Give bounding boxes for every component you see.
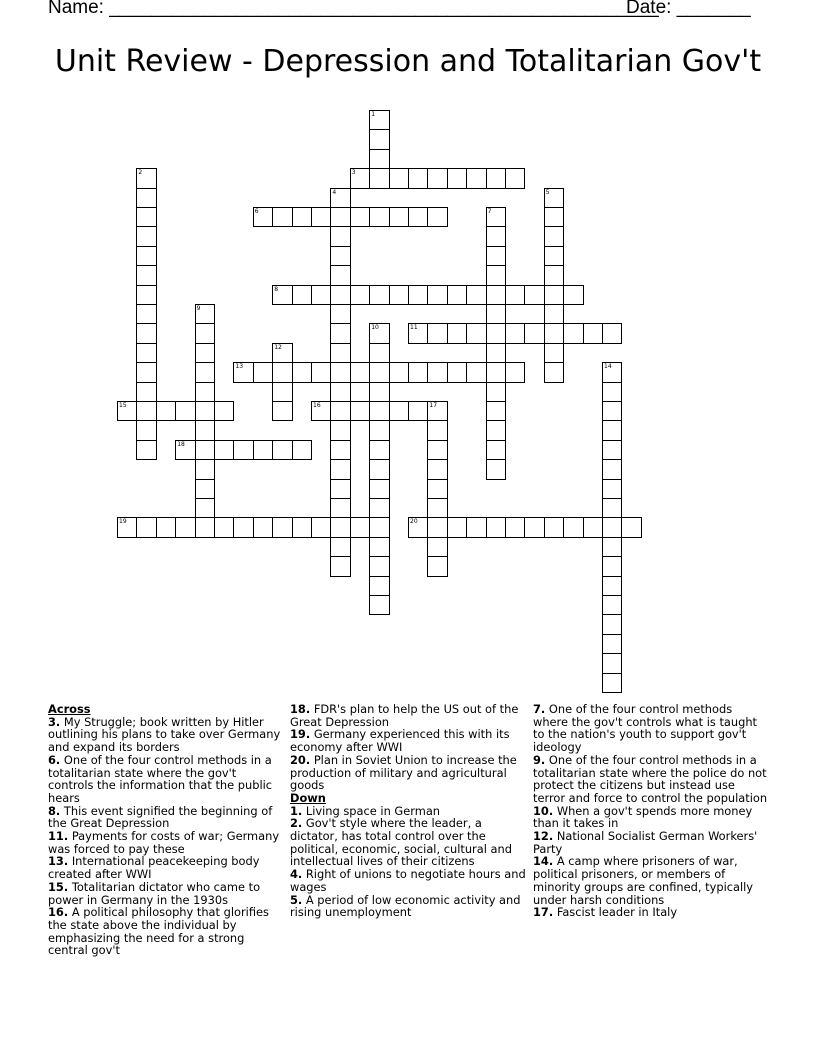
cell-number: 19 bbox=[119, 518, 127, 526]
crossword-cell[interactable] bbox=[583, 517, 603, 537]
crossword-cell[interactable] bbox=[544, 285, 564, 305]
crossword-cell[interactable] bbox=[369, 362, 389, 382]
cell-number: 5 bbox=[545, 188, 550, 196]
crossword-cell[interactable] bbox=[524, 517, 544, 537]
crossword-cell[interactable] bbox=[195, 362, 215, 382]
crossword-cell[interactable] bbox=[272, 285, 292, 305]
crossword-cell[interactable] bbox=[330, 246, 350, 266]
crossword-cell[interactable] bbox=[195, 517, 215, 537]
across-clue bbox=[48, 881, 284, 906]
clue-text: One of the four control methods in a totalitarian state where the police do not protect the citizens but instead use terror and force to control the population bbox=[533, 752, 768, 805]
crossword-cell[interactable] bbox=[369, 498, 389, 518]
clue-text: One of the four control methods where the gov't controls what is taught to the nation's youth to support gov't ideology bbox=[533, 702, 758, 755]
clue-text: Fascist leader in Italy bbox=[556, 905, 678, 920]
crossword-cell[interactable] bbox=[427, 537, 447, 557]
clue-number: 12. bbox=[533, 829, 554, 844]
clue-text: Right of unions to negotiate hours and wages bbox=[290, 867, 526, 894]
crossword-cell[interactable] bbox=[156, 401, 176, 421]
crossword-cell[interactable] bbox=[369, 168, 389, 188]
crossword-cell[interactable] bbox=[369, 285, 389, 305]
crossword-cell[interactable] bbox=[175, 517, 195, 537]
crossword-cell[interactable] bbox=[175, 401, 195, 421]
crossword-cell[interactable] bbox=[156, 517, 176, 537]
clues-column-1 bbox=[48, 703, 284, 957]
crossword-cell[interactable] bbox=[408, 401, 428, 421]
crossword-cell[interactable] bbox=[136, 382, 156, 402]
crossword-cell[interactable] bbox=[486, 207, 506, 227]
crossword-cell[interactable] bbox=[563, 285, 583, 305]
crossword-cell[interactable] bbox=[330, 188, 350, 208]
crossword-cell[interactable] bbox=[427, 362, 447, 382]
crossword-cell[interactable] bbox=[602, 556, 622, 576]
crossword-cell[interactable] bbox=[272, 401, 292, 421]
crossword-cell[interactable] bbox=[544, 517, 564, 537]
down-clue bbox=[533, 830, 769, 855]
crossword-cell[interactable] bbox=[195, 401, 215, 421]
crossword-cell[interactable] bbox=[486, 382, 506, 402]
cell-number: 13 bbox=[235, 363, 244, 371]
clue-number: 6. bbox=[48, 752, 61, 767]
crossword-cell[interactable] bbox=[524, 285, 544, 305]
crossword-cell[interactable] bbox=[350, 168, 370, 188]
crossword-cell[interactable] bbox=[195, 323, 215, 343]
cell-number: 15 bbox=[119, 402, 127, 409]
cell-number: 16 bbox=[313, 402, 321, 409]
clue-number: 1. bbox=[290, 803, 303, 818]
crossword-cell[interactable] bbox=[272, 440, 292, 460]
across-clue bbox=[48, 805, 284, 830]
down-clue bbox=[533, 805, 769, 830]
crossword-cell[interactable] bbox=[117, 401, 137, 421]
clue-number: 7. bbox=[533, 702, 546, 716]
crossword-cell[interactable] bbox=[486, 265, 506, 285]
crossword-cell[interactable] bbox=[272, 517, 292, 537]
crossword-cell[interactable] bbox=[621, 517, 641, 537]
crossword-cell[interactable] bbox=[369, 401, 389, 421]
crossword-cell[interactable] bbox=[330, 304, 350, 324]
crossword-cell[interactable] bbox=[369, 576, 389, 596]
crossword-cell[interactable] bbox=[330, 479, 350, 499]
crossword-cell[interactable] bbox=[330, 517, 350, 537]
crossword-cell[interactable] bbox=[195, 382, 215, 402]
across-clue bbox=[290, 728, 526, 753]
crossword-cell[interactable] bbox=[466, 285, 486, 305]
crossword-cell[interactable] bbox=[389, 207, 409, 227]
crossword-cell[interactable] bbox=[505, 323, 525, 343]
crossword-cell[interactable] bbox=[350, 401, 370, 421]
cell-number: 11 bbox=[410, 324, 418, 332]
clue-number: 20. bbox=[290, 752, 311, 767]
cell-number: 2 bbox=[138, 169, 143, 177]
crossword-cell[interactable] bbox=[136, 440, 156, 460]
crossword-cell[interactable] bbox=[330, 207, 350, 227]
crossword-cell[interactable] bbox=[195, 420, 215, 440]
crossword-cell[interactable] bbox=[447, 362, 467, 382]
crossword-cell[interactable] bbox=[136, 207, 156, 227]
crossword-cell[interactable] bbox=[389, 401, 409, 421]
crossword-cell[interactable] bbox=[195, 440, 215, 460]
crossword-cell[interactable] bbox=[136, 304, 156, 324]
crossword-cell[interactable] bbox=[117, 517, 137, 537]
crossword-cell[interactable] bbox=[466, 323, 486, 343]
crossword-cell[interactable] bbox=[330, 265, 350, 285]
crossword-cell[interactable] bbox=[350, 285, 370, 305]
down-clue bbox=[290, 894, 526, 919]
crossword-cell[interactable] bbox=[195, 343, 215, 363]
clue-text: National Socialist German Workers' Party bbox=[533, 829, 758, 856]
clue-number: 5. bbox=[290, 892, 303, 907]
crossword-cell[interactable] bbox=[136, 362, 156, 382]
crossword-cell[interactable] bbox=[253, 440, 273, 460]
cell-number: 6 bbox=[254, 208, 259, 215]
clue-number: 19. bbox=[290, 727, 311, 742]
clue-number: 4. bbox=[290, 867, 303, 882]
crossword-cell[interactable] bbox=[195, 459, 215, 479]
clue-number: 15. bbox=[48, 879, 69, 894]
crossword-cell[interactable] bbox=[427, 207, 447, 227]
crossword-cell[interactable] bbox=[602, 653, 622, 673]
crossword-cell[interactable] bbox=[136, 246, 156, 266]
clue-text: My Struggle; book written by Hitler outlining his plans to take over Germany and expand its borders bbox=[48, 714, 281, 755]
crossword-cell[interactable] bbox=[602, 673, 622, 693]
crossword-cell[interactable] bbox=[486, 343, 506, 363]
across-clue bbox=[290, 703, 526, 728]
down-clue bbox=[533, 754, 769, 805]
cell-number: 10 bbox=[371, 324, 379, 332]
clue-text: One of the four control methods in a totalitarian state where the gov't controls the information that the public hears bbox=[48, 752, 273, 805]
crossword-cell[interactable] bbox=[602, 595, 622, 615]
down-clue bbox=[290, 868, 526, 893]
crossword-cell[interactable] bbox=[292, 207, 312, 227]
down-clue bbox=[533, 855, 769, 906]
crossword-cell[interactable] bbox=[505, 168, 525, 188]
crossword-cell[interactable] bbox=[195, 304, 215, 324]
clue-text: When a gov't spends more money than it takes in bbox=[533, 803, 753, 831]
clue-number: 2. bbox=[290, 816, 303, 831]
crossword-cell[interactable] bbox=[369, 382, 389, 402]
crossword-cell[interactable] bbox=[602, 614, 622, 634]
down-clue bbox=[533, 703, 769, 754]
crossword-cell[interactable] bbox=[369, 323, 389, 343]
clue-text: A period of low economic activity and rising unemployment bbox=[290, 892, 521, 920]
crossword-cell[interactable] bbox=[369, 537, 389, 557]
crossword-cell[interactable] bbox=[369, 440, 389, 460]
crossword-cell[interactable] bbox=[427, 517, 447, 537]
cell-number: 7 bbox=[487, 208, 492, 215]
crossword-cell[interactable] bbox=[292, 362, 312, 382]
cell-number: 12 bbox=[274, 343, 282, 351]
crossword-cell[interactable] bbox=[389, 362, 409, 382]
cell-number: 1 bbox=[371, 111, 376, 118]
crossword-cell[interactable] bbox=[408, 323, 428, 343]
crossword-cell[interactable] bbox=[563, 323, 583, 343]
cell-number: 4 bbox=[332, 188, 337, 196]
crossword-cell[interactable] bbox=[369, 207, 389, 227]
crossword-cell[interactable] bbox=[272, 382, 292, 402]
crossword-cell[interactable] bbox=[602, 479, 622, 499]
clue-number: 10. bbox=[533, 803, 554, 818]
crossword-cell[interactable] bbox=[408, 207, 428, 227]
clue-text: Totalitarian dictator who came to power in Germany in the 1930s bbox=[48, 879, 261, 907]
crossword-cell[interactable] bbox=[544, 343, 564, 363]
crossword-cell[interactable] bbox=[486, 362, 506, 382]
crossword-cell[interactable] bbox=[330, 362, 350, 382]
crossword-cell[interactable] bbox=[466, 168, 486, 188]
crossword-cell[interactable] bbox=[427, 556, 447, 576]
crossword-cell[interactable] bbox=[214, 517, 234, 537]
crossword-cell[interactable] bbox=[233, 362, 253, 382]
crossword-cell[interactable] bbox=[136, 401, 156, 421]
crossword-cell[interactable] bbox=[408, 362, 428, 382]
across-heading: Across bbox=[48, 702, 91, 716]
clue-text: Payments for costs of war; Germany was forced to pay these bbox=[48, 829, 280, 856]
across-clue bbox=[48, 754, 284, 805]
crossword-cell[interactable] bbox=[369, 149, 389, 169]
crossword-cell[interactable] bbox=[369, 556, 389, 576]
clue-number: 9. bbox=[533, 752, 546, 767]
crossword-cell[interactable] bbox=[330, 556, 350, 576]
crossword-cell[interactable] bbox=[136, 517, 156, 537]
crossword-cell[interactable] bbox=[136, 226, 156, 246]
crossword-cell[interactable] bbox=[369, 129, 389, 149]
date-field-label: Date: _______ bbox=[626, 0, 751, 18]
across-clue bbox=[48, 830, 284, 855]
crossword-cell[interactable] bbox=[136, 188, 156, 208]
crossword-cell[interactable] bbox=[447, 168, 467, 188]
crossword-cell[interactable] bbox=[427, 285, 447, 305]
crossword-cell[interactable] bbox=[369, 517, 389, 537]
crossword-cell[interactable] bbox=[486, 420, 506, 440]
crossword-cell[interactable] bbox=[427, 168, 447, 188]
crossword-cell[interactable] bbox=[544, 226, 564, 246]
crossword-cell[interactable] bbox=[350, 362, 370, 382]
clue-text: Germany experienced this with its economy after WWI bbox=[290, 727, 510, 755]
crossword-cell[interactable] bbox=[311, 401, 331, 421]
cell-number: 14 bbox=[604, 363, 612, 371]
crossword-cell[interactable] bbox=[544, 304, 564, 324]
clue-number: 11. bbox=[48, 829, 69, 844]
crossword-cell[interactable] bbox=[427, 459, 447, 479]
crossword-cell[interactable] bbox=[233, 440, 253, 460]
crossword-cell[interactable] bbox=[427, 479, 447, 499]
crossword-cell[interactable] bbox=[311, 285, 331, 305]
crossword-cell[interactable] bbox=[486, 304, 506, 324]
crossword-cell[interactable] bbox=[486, 401, 506, 421]
crossword-cell[interactable] bbox=[136, 285, 156, 305]
clue-text: International peacekeeping body created after WWI bbox=[48, 854, 260, 882]
clue-number: 13. bbox=[48, 854, 69, 869]
crossword-cell[interactable] bbox=[369, 343, 389, 363]
crossword-cell[interactable] bbox=[214, 440, 234, 460]
crossword-cell[interactable] bbox=[486, 285, 506, 305]
crossword-cell[interactable] bbox=[369, 420, 389, 440]
crossword-cell[interactable] bbox=[292, 440, 312, 460]
crossword-cell[interactable] bbox=[427, 420, 447, 440]
clue-number: 18. bbox=[290, 702, 311, 716]
crossword-cell[interactable] bbox=[330, 323, 350, 343]
crossword-cell[interactable] bbox=[602, 362, 622, 382]
crossword-cell[interactable] bbox=[602, 576, 622, 596]
clue-text: Gov't style where the leader, a dictator, has total control over the political, economic, social, cultural and intellectual lives of their citizens bbox=[290, 816, 512, 869]
crossword-cell[interactable] bbox=[544, 188, 564, 208]
down-clue bbox=[290, 817, 526, 868]
crossword-cell[interactable] bbox=[486, 440, 506, 460]
crossword-cell[interactable] bbox=[486, 246, 506, 266]
crossword-cell[interactable] bbox=[330, 537, 350, 557]
cell-number: 8 bbox=[274, 285, 279, 293]
crossword-cell[interactable] bbox=[583, 323, 603, 343]
crossword-cell[interactable] bbox=[369, 595, 389, 615]
crossword-cell[interactable] bbox=[602, 420, 622, 440]
crossword-cell[interactable] bbox=[602, 401, 622, 421]
crossword-cell[interactable] bbox=[330, 459, 350, 479]
crossword-cell[interactable] bbox=[369, 479, 389, 499]
crossword-cell[interactable] bbox=[563, 517, 583, 537]
crossword-cell[interactable] bbox=[486, 168, 506, 188]
crossword-cell[interactable] bbox=[505, 517, 525, 537]
crossword-cell[interactable] bbox=[602, 382, 622, 402]
crossword-cell[interactable] bbox=[330, 498, 350, 518]
cell-number: 17 bbox=[429, 402, 438, 409]
crossword-cell[interactable] bbox=[486, 323, 506, 343]
page-title: Unit Review - Depression and Totalitarian Gov't bbox=[54, 44, 762, 79]
crossword-cell[interactable] bbox=[466, 517, 486, 537]
clue-text: Living space in German bbox=[305, 803, 441, 818]
cell-number: 9 bbox=[196, 305, 201, 312]
crossword-cell[interactable] bbox=[214, 401, 234, 421]
crossword-cell[interactable] bbox=[330, 440, 350, 460]
across-clue bbox=[48, 906, 284, 957]
crossword-cell[interactable] bbox=[447, 323, 467, 343]
down-clue bbox=[533, 906, 769, 919]
crossword-cell[interactable] bbox=[175, 440, 195, 460]
clue-number: 17. bbox=[533, 905, 554, 920]
crossword-cell[interactable] bbox=[544, 323, 564, 343]
crossword-cell[interactable] bbox=[447, 285, 467, 305]
across-clue bbox=[290, 754, 526, 792]
crossword-cell[interactable] bbox=[602, 634, 622, 654]
clue-number: 8. bbox=[48, 803, 61, 818]
crossword-cell[interactable] bbox=[602, 498, 622, 518]
crossword-cell[interactable] bbox=[466, 362, 486, 382]
crossword-cell[interactable] bbox=[253, 207, 273, 227]
cell-number: 18 bbox=[177, 440, 185, 448]
crossword-cell[interactable] bbox=[602, 323, 622, 343]
clues-column-2 bbox=[290, 703, 526, 919]
clue-text: A camp where prisoners of war, political prisoners, or members of minority groups are confined, typically under harsh conditions bbox=[533, 854, 754, 907]
across-clue bbox=[48, 716, 284, 754]
crossword-cell[interactable] bbox=[544, 207, 564, 227]
crossword-cell[interactable] bbox=[486, 517, 506, 537]
crossword-cell[interactable] bbox=[486, 226, 506, 246]
cell-number: 20 bbox=[410, 518, 418, 526]
crossword-cell[interactable] bbox=[350, 207, 370, 227]
crossword-cell[interactable] bbox=[389, 168, 409, 188]
crossword-cell[interactable] bbox=[330, 382, 350, 402]
crossword-cell[interactable] bbox=[272, 343, 292, 363]
crossword-cell[interactable] bbox=[272, 207, 292, 227]
crossword-cell[interactable] bbox=[195, 498, 215, 518]
crossword-cell[interactable] bbox=[369, 459, 389, 479]
crossword-cell[interactable] bbox=[136, 168, 156, 188]
crossword-cell[interactable] bbox=[330, 226, 350, 246]
crossword-cell[interactable] bbox=[447, 517, 467, 537]
clue-number: 16. bbox=[48, 905, 69, 920]
crossword-cell[interactable] bbox=[524, 323, 544, 343]
crossword-cell[interactable] bbox=[136, 343, 156, 363]
clue-text: Plan in Soviet Union to increase the production of military and agricultural goods bbox=[290, 752, 517, 793]
crossword-cell[interactable] bbox=[330, 343, 350, 363]
clue-number: 14. bbox=[533, 854, 554, 869]
crossword-cell[interactable] bbox=[544, 265, 564, 285]
crossword-cell[interactable] bbox=[350, 517, 370, 537]
crossword-cell[interactable] bbox=[602, 459, 622, 479]
crossword-cell[interactable] bbox=[602, 517, 622, 537]
crossword-cell[interactable] bbox=[311, 207, 331, 227]
crossword-cell[interactable] bbox=[544, 246, 564, 266]
crossword-cell[interactable] bbox=[408, 285, 428, 305]
clues-column-3 bbox=[533, 703, 769, 919]
crossword-cell[interactable] bbox=[136, 420, 156, 440]
crossword-cell[interactable] bbox=[195, 479, 215, 499]
down-heading: Down bbox=[290, 790, 326, 805]
name-field-label: Name: ____________________________________________________ bbox=[48, 0, 659, 18]
crossword-cell[interactable] bbox=[602, 440, 622, 460]
crossword-cell[interactable] bbox=[292, 517, 312, 537]
crossword-cell[interactable] bbox=[330, 401, 350, 421]
crossword-cell[interactable] bbox=[505, 285, 525, 305]
clue-text: FDR's plan to help the US out of the Great Depression bbox=[290, 702, 519, 729]
clue-text: A political philosophy that glorifies the state above the individual by emphasizing the need for a strong central gov't bbox=[48, 905, 269, 958]
crossword-cell[interactable] bbox=[253, 517, 273, 537]
crossword-cell[interactable] bbox=[427, 498, 447, 518]
crossword-cell[interactable] bbox=[311, 362, 331, 382]
crossword-cell[interactable] bbox=[427, 323, 447, 343]
cell-number: 3 bbox=[351, 169, 356, 177]
crossword-cell[interactable] bbox=[389, 285, 409, 305]
crossword-cell[interactable] bbox=[311, 517, 331, 537]
crossword-cell[interactable] bbox=[408, 168, 428, 188]
crossword-cell[interactable] bbox=[427, 440, 447, 460]
crossword-cell[interactable] bbox=[330, 285, 350, 305]
across-clue bbox=[48, 855, 284, 880]
crossword-cell[interactable] bbox=[272, 362, 292, 382]
crossword-cell[interactable] bbox=[136, 265, 156, 285]
crossword-cell[interactable] bbox=[408, 517, 428, 537]
crossword-cell[interactable] bbox=[544, 362, 564, 382]
crossword-cell[interactable] bbox=[505, 362, 525, 382]
crossword-cell[interactable] bbox=[136, 323, 156, 343]
crossword-cell[interactable] bbox=[253, 362, 273, 382]
crossword-cell[interactable] bbox=[330, 420, 350, 440]
crossword-cell[interactable] bbox=[369, 110, 389, 130]
crossword-cell[interactable] bbox=[233, 517, 253, 537]
clue-number: 3. bbox=[48, 714, 61, 729]
clue-text: This event signified the beginning of the Great Depression bbox=[48, 803, 273, 831]
crossword-cell[interactable] bbox=[427, 401, 447, 421]
crossword-cell[interactable] bbox=[292, 285, 312, 305]
crossword-cell[interactable] bbox=[602, 537, 622, 557]
crossword-cell[interactable] bbox=[486, 459, 506, 479]
